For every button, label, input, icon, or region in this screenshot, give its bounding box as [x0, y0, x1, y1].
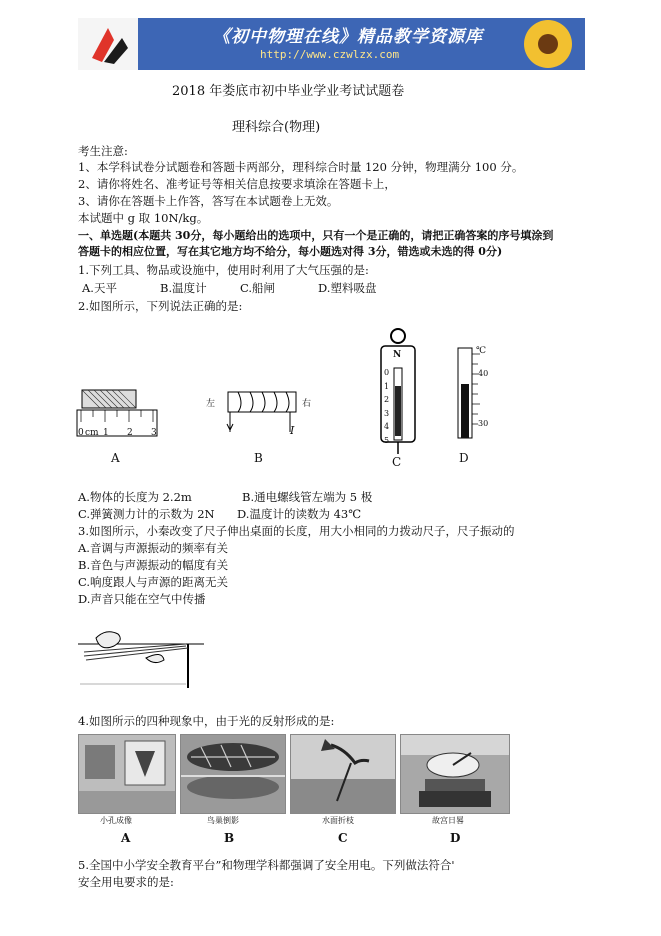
q2-option-a: A.物体的长度为 2.2m [78, 490, 192, 504]
scale-tick: 1 [384, 381, 390, 391]
fig-label-a: A [111, 451, 120, 465]
q3-option-d: D.声音只能在空气中传播 [78, 592, 206, 606]
header-banner [78, 18, 585, 70]
notice-item: 2、请你将姓名、准考证号等相关信息按要求填涂在答题卡上， [78, 177, 396, 191]
scale-tick: 2 [384, 395, 390, 404]
question-3-stem: 3.如图所示，小秦改变了尺子伸出桌面的长度，用大小相同的力拨动尺子，尺子振动的 [78, 524, 515, 538]
question-5-stem-cont: 安全用电要求的是: [78, 875, 174, 889]
section-heading: 答题卡的相应位置，写在其它地方均不给分，每小题选对得 3分，错选或未选的得 0分) [78, 245, 503, 258]
q1-option-a: A.天平 [82, 281, 117, 295]
q1-option-b: B.温度计 [160, 281, 207, 295]
scale-tick: 4 [384, 422, 390, 431]
q3-option-c: C.响度跟人与声源的距离无关 [78, 575, 229, 589]
question-2-stem: 2.如图所示，下列说法正确的是: [78, 299, 243, 313]
coil-left-label: 左 [206, 399, 216, 409]
notice-item: 3、请你在答题卡上作答，答写在本试题卷上无效。 [78, 194, 339, 208]
scale-tick: 0 [384, 368, 390, 377]
q2-option-d: D.温度计的读数为 43℃ [237, 507, 362, 521]
photo-label-d: D [450, 831, 461, 845]
banner-url: http://www.czwlzx.com [260, 48, 400, 61]
banner-title: 《初中物理在线》精品教学资源库 [213, 27, 483, 47]
notice-heading: 考生注意: [78, 144, 128, 158]
spring-scale-unit: N [393, 350, 402, 360]
ruler-vibration-figure [76, 614, 206, 690]
photo-label-c: C [338, 831, 348, 845]
photo-label-b: B [224, 831, 235, 845]
caption-d: 故宫日晷 [432, 816, 464, 825]
ruler-tick: 3 [151, 428, 157, 438]
coil-right-label: 右 [302, 399, 312, 409]
photo-bent-branch [290, 734, 396, 814]
question-1-stem: 1.下列工具、物品或设施中，使用时利用了大气压强的是: [78, 263, 369, 277]
scale-tick: 3 [384, 408, 390, 418]
thermo-tick: 40 [478, 369, 489, 378]
ruler-tick: 1 [103, 428, 109, 438]
scale-tick: 5 [384, 435, 390, 445]
fig-label-b: B [254, 451, 263, 465]
caption-c: 水面折枝 [322, 816, 354, 825]
photo-sundial [400, 734, 510, 814]
q1-option-d: D.塑料吸盘 [318, 281, 377, 295]
q2-option-c: C.弹簧测力计的示数为 2N [78, 507, 215, 521]
thermo-tick: 30 [478, 419, 489, 428]
photo-label-a: A [121, 831, 131, 845]
g-note: 本试题中 g 取 10N/kg。 [78, 211, 209, 225]
question-5-stem: 5.全国中小学安全教育平台”和物理学科都强调了安全用电。下列做法符合' [78, 858, 455, 872]
exam-title: 2018 年娄底市初中毕业学业考试试题卷 [172, 84, 405, 99]
section-heading: 一、单选题(本题共 30分，每小题给出的选项中，只有一个是正确的，请把正确答案的序号填涂到 [78, 229, 554, 242]
photo-birdnest [180, 734, 286, 814]
fig-label-d: D [459, 451, 469, 465]
q3-option-a: A.音调与声源振动的频率有关 [78, 541, 228, 555]
photo-pinhole [78, 734, 176, 814]
q1-option-c: C.船闸 [240, 281, 276, 295]
subject-title: 理科综合(物理) [232, 120, 321, 135]
question-4-stem: 4.如图所示的四种现象中，由于光的反射形成的是: [78, 714, 335, 728]
notice-item: 1、本学科试卷分试题卷和答题卡两部分，理科综合时量 120 分钟，物理满分 100 分。 [78, 160, 524, 174]
caption-a: 小孔成像 [100, 816, 132, 825]
fig-label-c: C [392, 455, 402, 469]
q3-option-b: B.音色与声源振动的幅度有关 [78, 558, 229, 572]
ruler-tick: 0 [78, 428, 84, 438]
thermo-unit: ℃ [476, 346, 487, 356]
q2-option-b: B.通电螺线管左端为 5 极 [242, 490, 373, 504]
spring-scale-ticks-left [384, 366, 389, 447]
ruler-tick: 2 [127, 428, 133, 438]
ruler-unit: cm [85, 428, 99, 438]
current-label: I [290, 424, 295, 437]
caption-b: 鸟巢倒影 [207, 816, 239, 825]
